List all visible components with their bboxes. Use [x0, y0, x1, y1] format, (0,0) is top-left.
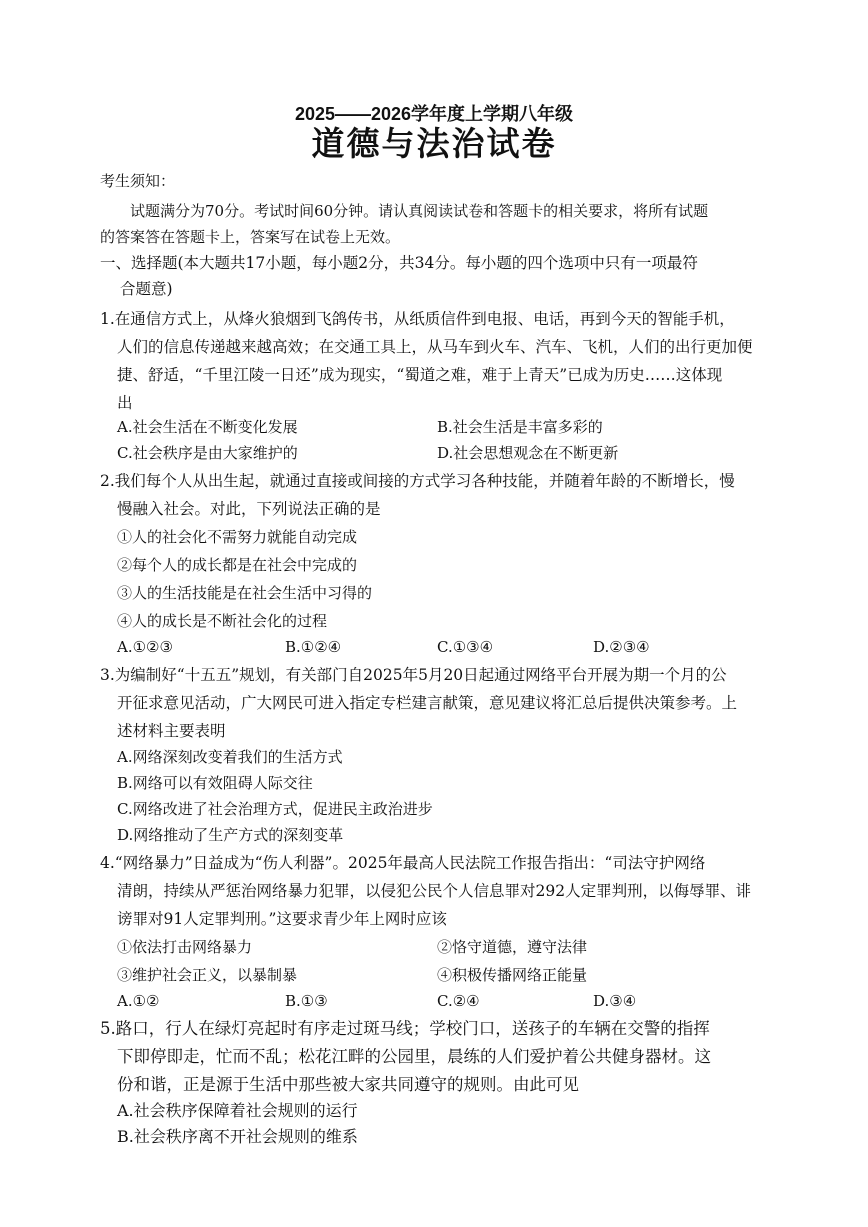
q4-statement-3: ③维护社会正义，以暴制暴: [117, 966, 298, 984]
q3-stem-line-3: 述材料主要表明: [117, 722, 226, 740]
q1-stem-line-1: 1.在通信方式上，从烽火狼烟到飞鸽传书，从纸质信件到电报、电话，再到今天的智能手机，: [100, 310, 735, 328]
section-heading-line-2: 合题意): [120, 280, 173, 298]
q5-stem-line-2: 下即停即走，忙而不乱；松花江畔的公园里，晨练的人们爱护着公共健身器材。这: [117, 1047, 711, 1066]
q3-stem-line-2: 开征求意见活动，广大网民可进入指定专栏建言献策，意见建议将汇总后提供决策参考。上: [117, 694, 738, 712]
q1-option-a[interactable]: A.社会生活在不断变化发展: [117, 418, 298, 436]
exam-year-line: 2025——2026学年度上学期八年级: [294, 104, 574, 124]
q2-statement-3: ③人的生活技能是在社会生活中习得的: [117, 584, 373, 602]
q1-option-b[interactable]: B.社会生活是丰富多彩的: [437, 418, 603, 436]
q5-stem-line-1: 5.路口，行人在绿灯亮起时有序走过斑马线；学校门口，送孩子的车辆在交警的指挥: [100, 1019, 710, 1038]
q2-option-c[interactable]: C.①③④: [437, 638, 494, 656]
q4-option-d[interactable]: D.③④: [593, 992, 637, 1010]
notice-line-1: 试题满分为70分。考试时间60分钟。请认真阅读试卷和答题卡的相关要求，将所有试题: [130, 202, 709, 220]
q2-statement-1: ①人的社会化不需努力就能自动完成: [117, 528, 358, 546]
q2-stem-line-1: 2.我们每个人从出生起，就通过直接或间接的方式学习各种技能，并随着年龄的不断增长，慢: [100, 472, 735, 490]
q2-statement-2: ②每个人的成长都是在社会中完成的: [117, 556, 358, 574]
q2-stem-line-2: 慢融入社会。对此，下列说法正确的是: [117, 500, 381, 518]
q5-option-b[interactable]: B.社会秩序离不开社会规则的维系: [117, 1127, 358, 1146]
notice-line-2: 的答案答在答题卡上，答案写在试卷上无效。: [100, 228, 401, 246]
notice-label: 考生须知：: [100, 172, 176, 190]
q2-statement-4: ④人的成长是不断社会化的过程: [117, 612, 328, 630]
q1-stem-line-4: 出: [117, 394, 133, 412]
q1-stem-line-3: 捷、舒适，“千里江陵一日还”成为现实，“蜀道之难，难于上青天”已成为历史……这体现: [117, 366, 723, 384]
q4-statement-4: ④积极传播网络正能量: [437, 966, 588, 984]
q2-option-a[interactable]: A.①②③: [117, 638, 173, 656]
q4-option-b[interactable]: B.①③: [285, 992, 328, 1010]
q3-option-c[interactable]: C.网络改进了社会治理方式，促进民主政治进步: [117, 800, 433, 818]
q4-option-c[interactable]: C.②④: [437, 992, 480, 1010]
q5-stem-line-3: 份和谐，正是源于生活中那些被大家共同遵守的规则。由此可见: [117, 1075, 579, 1094]
q5-option-a[interactable]: A.社会秩序保障着社会规则的运行: [117, 1101, 358, 1120]
q3-option-b[interactable]: B.网络可以有效阻碍人际交往: [117, 774, 313, 792]
q3-option-a[interactable]: A.网络深刻改变着我们的生活方式: [117, 748, 343, 766]
exam-title: 道德与法治试卷: [311, 124, 557, 163]
section-heading-line-1: 一、选择题(本大题共17小题，每小题2分，共34分。每小题的四个选项中只有一项最符: [100, 254, 698, 272]
q4-statement-2: ②恪守道德，遵守法律: [437, 938, 588, 956]
q4-statement-1: ①依法打击网络暴力: [117, 938, 253, 956]
q4-stem-line-1: 4.“网络暴力”日益成为“伤人利器”。2025年最高人民法院工作报告指出：“司法守护网络: [100, 854, 706, 872]
q4-option-a[interactable]: A.①②: [117, 992, 160, 1010]
q2-option-d[interactable]: D.②③④: [593, 638, 650, 656]
q3-option-d[interactable]: D.网络推动了生产方式的深刻变革: [117, 826, 344, 844]
q4-stem-line-2: 清朗，持续从严惩治网络暴力犯罪，以侵犯公民个人信息罪对292人定罪判刑，以侮辱罪、诽: [117, 882, 752, 900]
q2-option-b[interactable]: B.①②④: [285, 638, 342, 656]
q1-option-c[interactable]: C.社会秩序是由大家维护的: [117, 444, 298, 462]
q1-option-d[interactable]: D.社会思想观念在不断更新: [437, 444, 619, 462]
q4-stem-line-3: 谤罪对91人定罪判刑。”这要求青少年上网时应该: [117, 910, 447, 928]
q1-stem-line-2: 人们的信息传递越来越高效；在交通工具上，从马车到火车、汽车、飞机，人们的出行更加便: [117, 338, 753, 356]
q3-stem-line-1: 3.为编制好“十五五”规划，有关部门自2025年5月20日起通过网络平台开展为期一个月的公: [100, 666, 727, 684]
